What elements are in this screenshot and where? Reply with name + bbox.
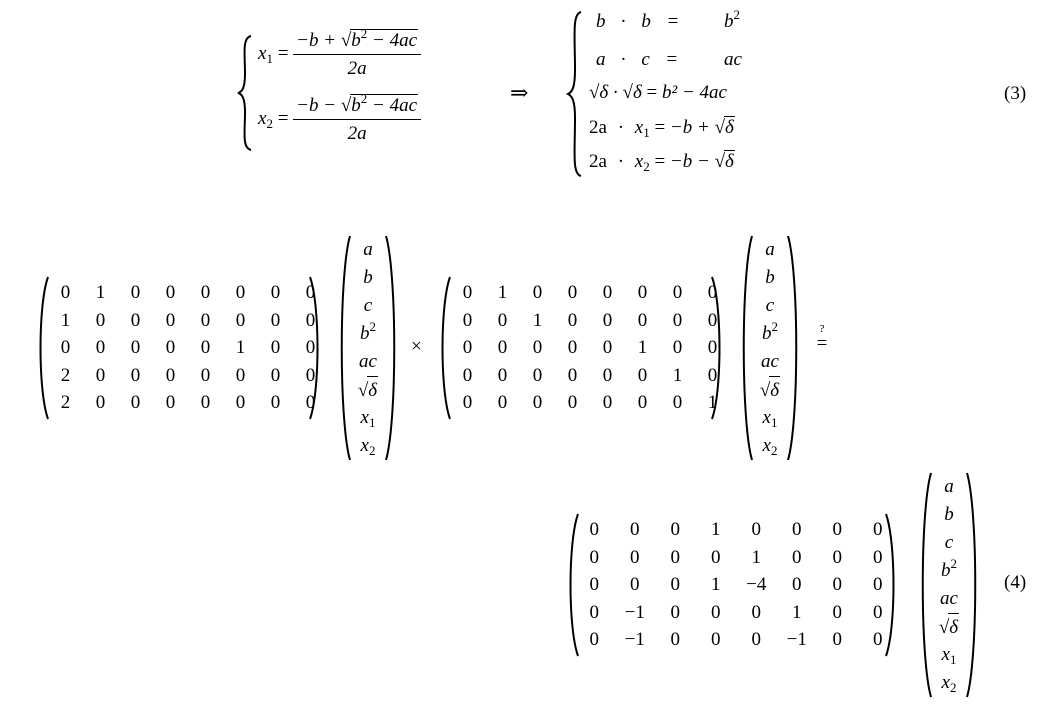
matrix-row [48,389,328,417]
matrix-cell: 0 [95,392,106,413]
system-row-2-rhs: ac [724,49,742,70]
x1-var: x [258,42,267,64]
matrix-cell: −1 [624,629,645,650]
matrix-row [48,362,328,390]
matrix-cell: 1 [711,574,721,595]
matrix-cell: 0 [497,392,508,413]
matrix-cell: 0 [497,337,508,358]
matrix-cell: 0 [630,519,640,540]
matrix-cell: 0 [235,364,246,386]
matrix-cell: 0 [832,546,842,568]
matrix-cell: 0 [602,337,613,358]
matrix-row [574,599,898,627]
matrix-c [574,516,898,654]
matrix-row [574,571,898,599]
matrix-cell: 0 [672,282,683,303]
matrix-row [450,307,730,335]
matrix-cell: 0 [589,519,599,540]
matrix-cell: 1 [637,337,648,358]
matrix-cell: 0 [165,282,176,303]
matrix-cell: 1 [751,546,761,568]
matrix-row [48,307,328,335]
matrix-cell: 0 [305,309,316,331]
quadratic-fraction-minus: $\frac{-b - √b^2 - 4ac}{2a}$ [293,94,421,145]
matrix-cell: 0 [95,337,106,358]
matrix-cell: 0 [751,519,761,540]
matrix-cell: 0 [567,392,578,413]
vector-entry: $b^2$ [941,556,957,581]
matrix-cell: 0 [532,282,543,303]
matrix-cell: 0 [792,574,802,595]
vector-entry: $x_2$ [762,435,778,458]
matrix-cell: 0 [602,282,613,303]
matrix-cell: 2 [60,392,71,413]
matrix-cell: 0 [589,629,599,650]
matrix-cell: 0 [532,364,543,386]
system-row-1-rhs: $b^2$ [724,7,740,32]
implies-arrow: ⇒ [510,80,529,105]
matrix-cell: 0 [637,309,648,331]
vector-entry: a [944,476,954,497]
matrix-b [450,279,730,417]
matrix-cell: 0 [235,392,246,413]
vector-entry: $x_1$ [941,644,957,667]
vector-entry: $x_2$ [941,672,957,695]
matrix-cell: 0 [670,629,680,650]
system-row-3: √δ · √δ = b² − 4ac [589,82,727,103]
matrix-cell: 0 [707,337,718,358]
matrix-cell: 0 [707,309,718,331]
matrix-row [48,279,328,307]
matrix-cell: 0 [532,392,543,413]
matrix-cell: 0 [60,337,71,358]
system-row-2: a · c = [596,49,678,70]
matrix-cell: 1 [532,309,543,331]
matrix-cell: 0 [792,519,802,540]
vector-entry: $x_1$ [762,407,778,430]
x2-formula: $x_2$ = $\frac{-b - √b^2 - 4ac}{2a}$ [258,94,421,145]
vector-entry: $b^2$ [762,319,778,344]
questioned-equals: ? = [816,323,828,354]
left-curly-brace [236,34,254,152]
matrix-cell: 0 [200,282,211,303]
vector-entry: ac [940,588,958,609]
matrix-cell: 0 [497,309,508,331]
vector-entry: c [944,532,954,553]
matrix-row [574,626,898,654]
matrix-cell: 0 [462,364,473,386]
vector-entry: a [363,239,373,260]
matrix-cell: 0 [751,601,761,623]
matrix-cell: 1 [711,519,721,540]
matrix-cell: 0 [270,309,281,331]
matrix-cell: 0 [637,392,648,413]
matrix-cell: 0 [130,309,141,331]
matrix-cell: 0 [270,337,281,358]
matrix-cell: 0 [60,282,71,303]
matrix-cell: 1 [95,282,106,303]
matrix-cell: 0 [630,574,640,595]
vector-entry: √δ [926,613,972,641]
x2-var: x [258,107,267,129]
matrix-row [574,516,898,544]
matrix-cell: 0 [672,309,683,331]
vector-entry: √δ [747,376,793,404]
matrix-cell: 0 [462,309,473,331]
matrix-cell: 0 [270,392,281,413]
times-sign: × [411,336,422,357]
matrix-cell: 0 [792,546,802,568]
matrix-cell: 0 [670,601,680,623]
matrix-cell: 0 [672,337,683,358]
matrix-cell: 0 [602,309,613,331]
matrix-cell: 0 [602,364,613,386]
matrix-cell: 0 [672,392,683,413]
vector-entry: a [765,239,775,260]
matrix-cell: 0 [235,282,246,303]
matrix-cell: 0 [200,364,211,386]
matrix-cell: 1 [60,309,71,331]
matrix-cell: 0 [873,519,883,540]
vector-entry: b [765,267,775,288]
matrix-cell: 0 [165,364,176,386]
matrix-cell: 0 [707,282,718,303]
matrix-cell: 0 [270,282,281,303]
matrix-cell: 0 [873,546,883,568]
vector-entry: $x_1$ [360,407,376,430]
matrix-cell: 0 [602,392,613,413]
matrix-cell: 0 [567,337,578,358]
vector-entry: √δ [345,376,391,404]
matrix-cell: 0 [532,337,543,358]
matrix-cell: 0 [630,546,640,568]
matrix-cell: 1 [497,282,508,303]
matrix-row [48,334,328,362]
matrix-a [48,279,328,417]
quadratic-fraction-plus: $\frac{-b + √b^2 - 4ac}{2a}$ [293,29,421,80]
matrix-cell: 0 [670,519,680,540]
vector-entry: $b^2$ [360,319,376,344]
matrix-cell: 0 [751,629,761,650]
matrix-cell: 0 [873,629,883,650]
matrix-cell: 0 [95,364,106,386]
matrix-cell: 0 [200,392,211,413]
matrix-cell: 1 [235,337,246,358]
vector-entry: ac [761,351,779,372]
matrix-cell: −4 [746,574,767,595]
matrix-cell: 0 [305,392,316,413]
matrix-cell: 0 [270,364,281,386]
matrix-cell: 0 [637,282,648,303]
matrix-cell: 0 [462,392,473,413]
matrix-cell: 0 [200,309,211,331]
matrix-row [574,544,898,572]
right-system-brace [566,10,584,178]
matrix-cell: 0 [462,282,473,303]
vector-2 [747,236,793,460]
matrix-cell: 0 [670,574,680,595]
matrix-cell: −1 [624,601,645,623]
matrix-cell: 0 [305,282,316,303]
matrix-cell: 1 [792,601,802,623]
matrix-cell: 0 [637,364,648,386]
matrix-cell: 0 [711,629,721,650]
matrix-cell: −1 [786,629,807,650]
matrix-cell: 0 [305,364,316,386]
matrix-cell: 0 [589,601,599,623]
matrix-cell: 0 [567,282,578,303]
matrix-row [450,389,730,417]
equation-number-3: (3) [1004,83,1027,104]
vector-entry: b [944,504,954,525]
matrix-cell: 0 [95,309,106,331]
matrix-cell: 0 [873,601,883,623]
vector-1 [345,236,391,460]
matrix-cell: 0 [589,574,599,595]
matrix-cell: 0 [305,337,316,358]
matrix-cell: 0 [711,601,721,623]
matrix-cell: 0 [567,309,578,331]
matrix-cell: 0 [832,629,842,650]
matrix-cell: 0 [165,309,176,331]
system-row-5: $2a \cdot x_2 = -b - √\delta$ [589,151,734,174]
system-row-1: b · b = [596,11,679,32]
matrix-cell: 0 [235,309,246,331]
vector-3 [926,473,972,697]
matrix-cell: 0 [200,337,211,358]
matrix-cell: 0 [462,337,473,358]
system-row-4: $2a \cdot x_1 = -b + √\delta$ [589,117,734,140]
matrix-row [450,334,730,362]
vector-entry: b [363,267,373,288]
matrix-cell: 0 [873,574,883,595]
matrix-cell: 0 [130,392,141,413]
matrix-cell: 0 [165,392,176,413]
matrix-row [450,362,730,390]
matrix-cell: 0 [130,364,141,386]
vector-entry: c [363,295,373,316]
matrix-cell: 0 [832,601,842,623]
matrix-cell: 1 [672,364,683,386]
x1-formula: $x_1$ = $\frac{-b + √b^2 - 4ac}{2a}$ [258,29,421,80]
matrix-cell: 0 [589,546,599,568]
matrix-cell: 0 [130,282,141,303]
matrix-cell: 2 [60,364,71,386]
vector-entry: c [765,295,775,316]
matrix-cell: 0 [130,337,141,358]
matrix-cell: 1 [707,392,718,413]
matrix-cell: 0 [670,546,680,568]
matrix-cell: 0 [832,574,842,595]
matrix-cell: 0 [711,546,721,568]
equation-number-4: (4) [1004,572,1027,593]
vector-entry: $x_2$ [360,435,376,458]
matrix-cell: 0 [707,364,718,386]
matrix-cell: 0 [832,519,842,540]
matrix-cell: 0 [497,364,508,386]
matrix-cell: 0 [567,364,578,386]
vector-entry: ac [359,351,377,372]
matrix-row [450,279,730,307]
matrix-cell: 0 [165,337,176,358]
